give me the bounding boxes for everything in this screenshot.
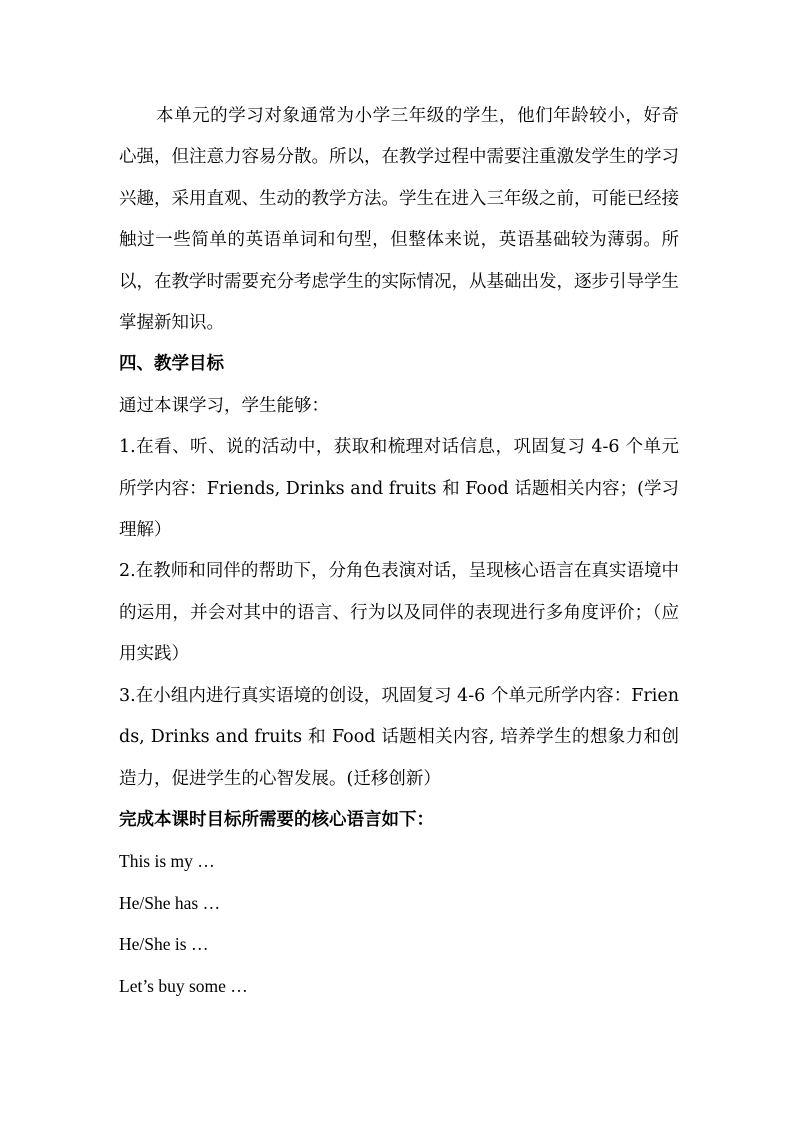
core-language-item-2: He/She has … xyxy=(119,892,221,913)
intro-paragraph: 本单元的学习对象通常为小学三年级的学生，他们年龄较小，好奇心强，但注意力容易分散。所以，在教学过程中需要注重激发学生的学习兴趣，采用直观、生动的教学方法。学生在进入三年级之前，可能已经接触过一些简单的英语单词和句型，但整体来说，英语基础较为薄弱。所以，在教学时需要充分考虑学生的实际情况，从基础出发，逐步引导学生掌握新知识。 xyxy=(119,106,679,334)
core-language-heading: 完成本课时目标所需要的核心语言如下： xyxy=(119,809,434,830)
lead-in-text: 通过本课学习，学生能够： xyxy=(119,395,329,416)
objective-1: 1.在看、听、说的活动中，获取和梳理对话信息，巩固复习 4-6 个单元所学内容：Friends, Drinks and fruits 和 Food 话题相关内容；(学习理解） xyxy=(119,437,679,541)
document-page xyxy=(119,96,679,1007)
core-language-item-3: He/She is … xyxy=(119,934,209,955)
objective-2: 2.在教师和同伴的帮助下，分角色表演对话，呈现核心语言在真实语境中的运用，并会对其中的语言、行为以及同伴的表现进行多角度评价；（应用实践） xyxy=(119,561,679,665)
objective-3: 3.在小组内进行真实语境的创设，巩固复习 4-6 个单元所学内容：Friends, Drinks and fruits 和 Food 话题相关内容, 培养学生的想象力和创造力，促进学生的心智发展。(迁移创新） xyxy=(119,685,679,789)
core-language-item-1: This is my … xyxy=(119,851,215,872)
core-language-item-4: Let’s buy some … xyxy=(119,975,248,996)
section-heading: 四、教学目标 xyxy=(119,354,224,375)
